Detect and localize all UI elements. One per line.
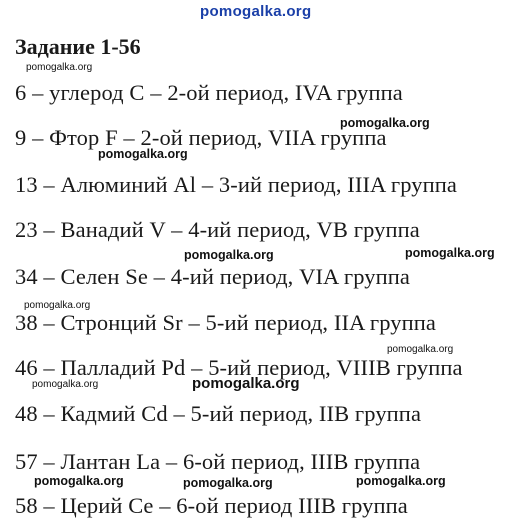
- element-line-lanthanum: 57 – Лантан La – 6-ой период, IIIB группа: [15, 449, 421, 474]
- element-line-fluorine: 9 – Фтор F – 2-ой период, VIIA группа: [15, 125, 387, 150]
- element-line-aluminium: 13 – Алюминий Al – 3-ий период, IIIA группа: [15, 172, 457, 197]
- element-line-palladium: 46 – Палладий Pd – 5-ий период, VIIIB группа: [15, 355, 463, 380]
- element-line-cadmium: 48 – Кадмий Cd – 5-ий период, IIB группа: [15, 401, 422, 426]
- watermark: pomogalka.org: [184, 248, 274, 262]
- watermark: pomogalka.org: [387, 344, 454, 355]
- watermark: pomogalka.org: [183, 476, 273, 490]
- element-line-vanadium: 23 – Ванадий V – 4-ий период, VB группа: [15, 217, 420, 242]
- watermark: pomogalka.org: [340, 116, 430, 130]
- watermark: pomogalka.org: [192, 375, 300, 392]
- element-line-selenium: 34 – Селен Se – 4-ий период, VIA группа: [15, 264, 410, 289]
- element-line-carbon: 6 – углерод С – 2-ой период, IVA группа: [15, 80, 403, 105]
- header-watermark: pomogalka.org: [200, 3, 312, 20]
- watermark: pomogalka.org: [356, 474, 446, 488]
- watermark: pomogalka.org: [98, 147, 188, 161]
- watermark: pomogalka.org: [405, 246, 495, 260]
- watermark: pomogalka.org: [24, 300, 91, 311]
- task-title: Задание 1-56: [15, 34, 141, 59]
- element-line-cerium: 58 – Церий Ce – 6-ой период IIIB группа: [15, 493, 408, 518]
- watermark: pomogalka.org: [34, 474, 124, 488]
- watermark: pomogalka.org: [32, 379, 99, 390]
- watermark: pomogalka.org: [26, 62, 93, 73]
- element-line-strontium: 38 – Стронций Sr – 5-ий период, IIA группа: [15, 310, 436, 335]
